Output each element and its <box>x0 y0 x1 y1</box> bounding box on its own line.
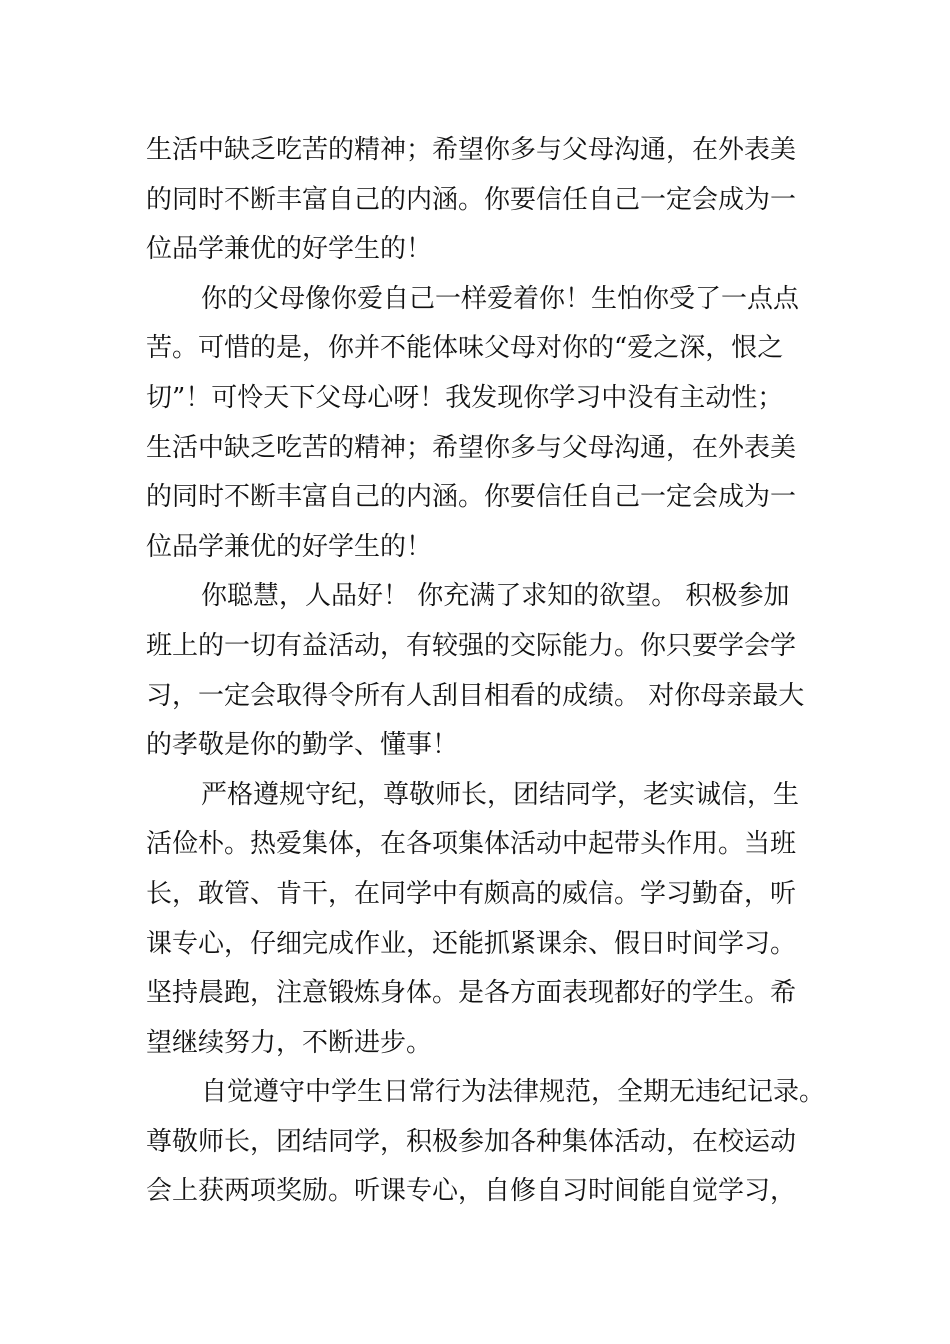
text-line: 你聪慧，人品好！ 你充满了求知的欲望。 积极参加 <box>201 581 790 612</box>
text-line: 你的父母像你爱自己一样爱着你！生怕你受了一点点 <box>201 283 800 314</box>
text-line: 望继续努力，不断进步。 <box>146 1027 433 1058</box>
text-line: 生活中缺乏吃苦的精神；希望你多与父母沟通，在外表美 <box>146 432 797 463</box>
text-line: 习，一定会取得令所有人刮目相看的成绩。 对你母亲最大 <box>146 680 805 711</box>
text-line: 活俭朴。热爱集体，在各项集体活动中起带头作用。当班 <box>146 829 797 860</box>
text-line: 严格遵规守纪，尊敬师长，团结同学，老实诚信，生 <box>201 779 800 810</box>
text-line: 坚持晨跑，注意锻炼身体。是各方面表现都好的学生。希 <box>146 978 797 1009</box>
text-line: 位品学兼优的好学生的！ <box>146 531 433 562</box>
text-line: 课专心，仔细完成作业，还能抓紧课余、假日时间学习。 <box>146 928 797 959</box>
text-line: 位品学兼优的好学生的！ <box>146 234 433 265</box>
text-line: 尊敬师长，团结同学，积极参加各种集体活动，在校运动 <box>146 1126 797 1157</box>
text-line: 的同时不断丰富自己的内涵。你要信任自己一定会成为一 <box>146 482 797 513</box>
text-line: 生活中缺乏吃苦的精神；希望你多与父母沟通，在外表美 <box>146 135 797 165</box>
text-line: 的孝敬是你的勤学、懂事！ <box>146 730 459 761</box>
text-line: 会上获两项奖励。听课专心，自修自习时间能自觉学习， <box>146 1176 797 1207</box>
text-line: 自觉遵守中学生日常行为法律规范，全期无违纪记录。 <box>201 1077 826 1108</box>
text-line: 长，敢管、肯干，在同学中有颇高的威信。学习勤奋，听 <box>146 878 797 909</box>
text-line: 班上的一切有益活动，有较强的交际能力。你只要学会学 <box>146 630 797 661</box>
text-line: 苦。可惜的是，你并不能体味父母对你的“爱之深，恨之 <box>146 333 784 364</box>
text-line: 的同时不断丰富自己的内涵。你要信任自己一定会成为一 <box>146 184 797 215</box>
text-line: 切”！可怜天下父母心呀！我发现你学习中没有主动性； <box>146 382 784 413</box>
document-body <box>146 126 826 1217</box>
